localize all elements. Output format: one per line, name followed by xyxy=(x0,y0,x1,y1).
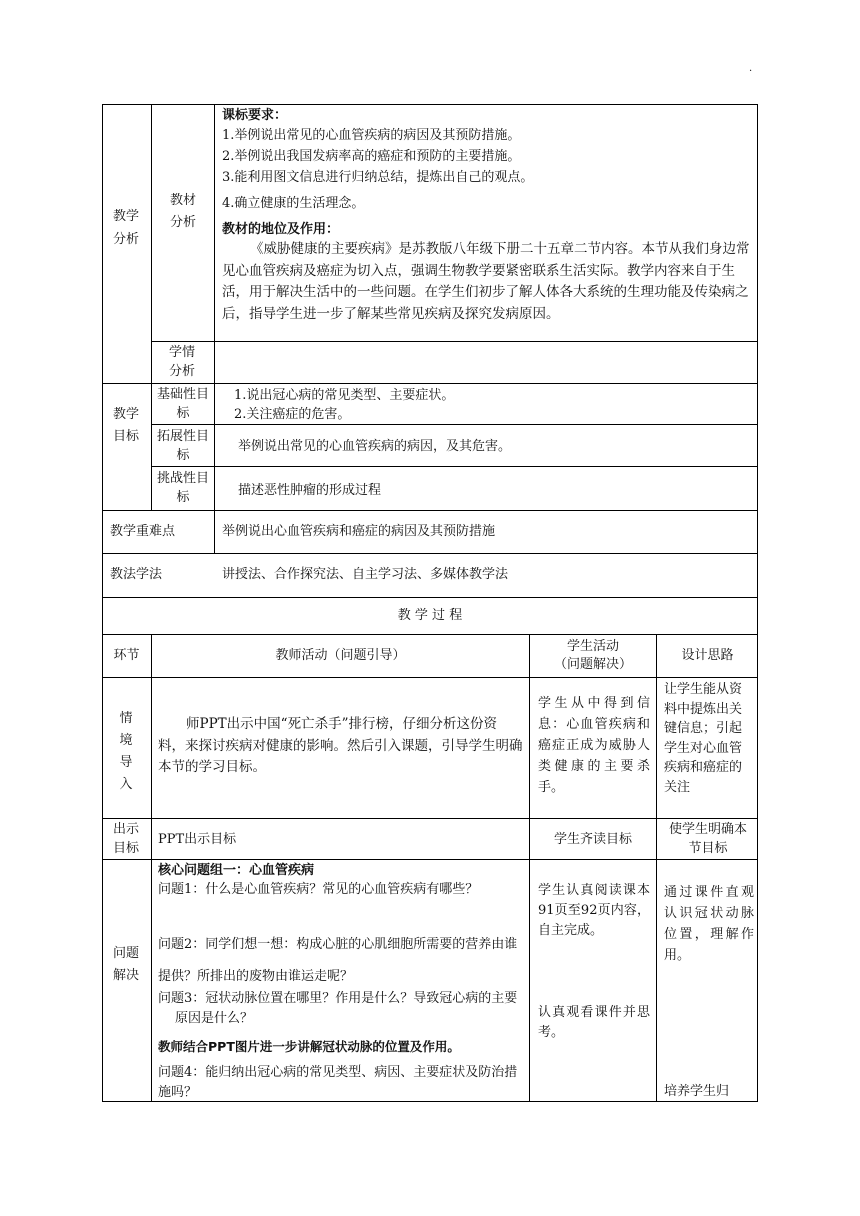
header-student-sub: （问题解决） xyxy=(553,657,632,672)
header-student: 学生活动 xyxy=(566,639,619,654)
position-heading: 教材的地位及作用： xyxy=(222,222,340,237)
curriculum-heading: 课标要求： xyxy=(222,108,288,123)
key-points-label: 教学重难点 xyxy=(110,524,176,539)
problems-design: 通过课件直观认识冠状动脉位置，理解作用。 xyxy=(664,885,754,963)
question-4: 问题4：能归纳出冠心病的常见类型、病因、主要症状及防治措施吗？ xyxy=(158,1065,518,1100)
header-stage: 环节 xyxy=(113,648,140,663)
objectives-student-activity: 学生齐读目标 xyxy=(553,832,632,847)
goal-challenge-line: 描述恶性肿瘤的形成过程 xyxy=(238,483,382,498)
goal-basic-line: 1.说出冠心病的常见类型、主要症状。 xyxy=(234,388,455,403)
question-2: 问题2：同学们想一想：构成心脏的心肌细胞所需要的营养由谁提供？所排出的废物由谁运走呢？ xyxy=(158,937,518,984)
stage-intro: 情境导入 xyxy=(119,711,133,792)
methods-value: 讲授法、合作探究法、自主学习法、多媒体教学法 xyxy=(222,567,509,582)
header-teacher: 教师活动（问题引导） xyxy=(275,648,406,663)
curriculum-item: 3.能利用图文信息进行归纳总结，提炼出自己的观点。 xyxy=(222,170,534,185)
teacher-note: 教师结合PPT图片进一步讲解冠状动脉的位置及作用。 xyxy=(158,1039,460,1054)
header-design: 设计思路 xyxy=(681,648,734,663)
intro-student-activity: 学生从中得到信息：心血管疾病和癌症正成为威胁人类健康的主要杀手。 xyxy=(538,696,650,795)
position-text: 《威胁健康的主要疾病》是苏教版八年级下册二十五章二节内容。本节从我们身边常见心血管疾病及癌症为切入点，强调生物教学要紧密联系生活实际。教学内容来自于生活，用于解决生活中的一些问题。在学生们初步了解人体各大系统的生理功能及传染病之后，指导学生进一步了解某些常见疾病及探究发病原因。 xyxy=(222,241,750,322)
intro-design: 让学生能从资料中提炼出关键信息；引起学生对心血管疾病和癌症的关注 xyxy=(664,682,743,795)
curriculum-item: 1.举例说出常见的心血管疾病的病因及其预防措施。 xyxy=(222,128,521,143)
goal-basic-line: 2.关注癌症的危害。 xyxy=(234,407,351,422)
problems-student-activity-2: 认真观看课件并思考。 xyxy=(538,1005,650,1040)
goal-label-challenge: 挑战性目标 xyxy=(157,471,210,505)
goal-extended-line: 举例说出常见的心血管疾病的病因，及其危害。 xyxy=(238,439,512,454)
problems-design-2: 培养学生归 xyxy=(664,1084,730,1099)
stage-problems: 问题解决 xyxy=(112,946,139,983)
stage-objectives: 出示目标 xyxy=(112,822,139,856)
goal-label-basic: 基础性目标 xyxy=(157,387,210,421)
process-title: 教 学 过 程 xyxy=(397,608,463,623)
key-points-value: 举例说出心血管疾病和癌症的病因及其预防措施 xyxy=(222,524,496,539)
material-analysis-label: 教材分析 xyxy=(170,193,197,230)
goals-section-label: 教学目标 xyxy=(113,407,140,444)
question-3: 问题3：冠状动脉位置在哪里？作用是什么？导致冠心病的主要原因是什么？ xyxy=(158,991,518,1026)
methods-label: 教法学法 xyxy=(110,567,163,582)
objectives-teacher-activity: PPT出示目标 xyxy=(158,832,237,847)
analysis-section-label: 教学分析 xyxy=(112,209,139,247)
corner-mark: . xyxy=(749,63,753,74)
student-analysis-label: 学情分析 xyxy=(168,345,195,379)
question-1: 问题1：什么是心血管疾病？常见的心血管疾病有哪些？ xyxy=(158,882,479,897)
curriculum-item: 2.举例说出我国发病率高的癌症和预防的主要措施。 xyxy=(222,149,521,164)
objectives-design: 使学生明确本节目标 xyxy=(668,822,747,856)
core-question-group-title: 核心问题组一：心血管疾病 xyxy=(158,863,315,878)
intro-teacher-activity: 师PPT出示中国“死亡杀手”排行榜，仔细分析这份资料，来探讨疾病对健康的影响。然后引入课题，引导学生明确本节的学习目标。 xyxy=(158,716,523,775)
curriculum-item: 4.确立健康的生活理念。 xyxy=(222,196,365,211)
goal-label-extended: 拓展性目标 xyxy=(157,429,210,463)
problems-student-activity: 学生认真阅读课本91页至92页内容，自主完成。 xyxy=(538,883,650,938)
